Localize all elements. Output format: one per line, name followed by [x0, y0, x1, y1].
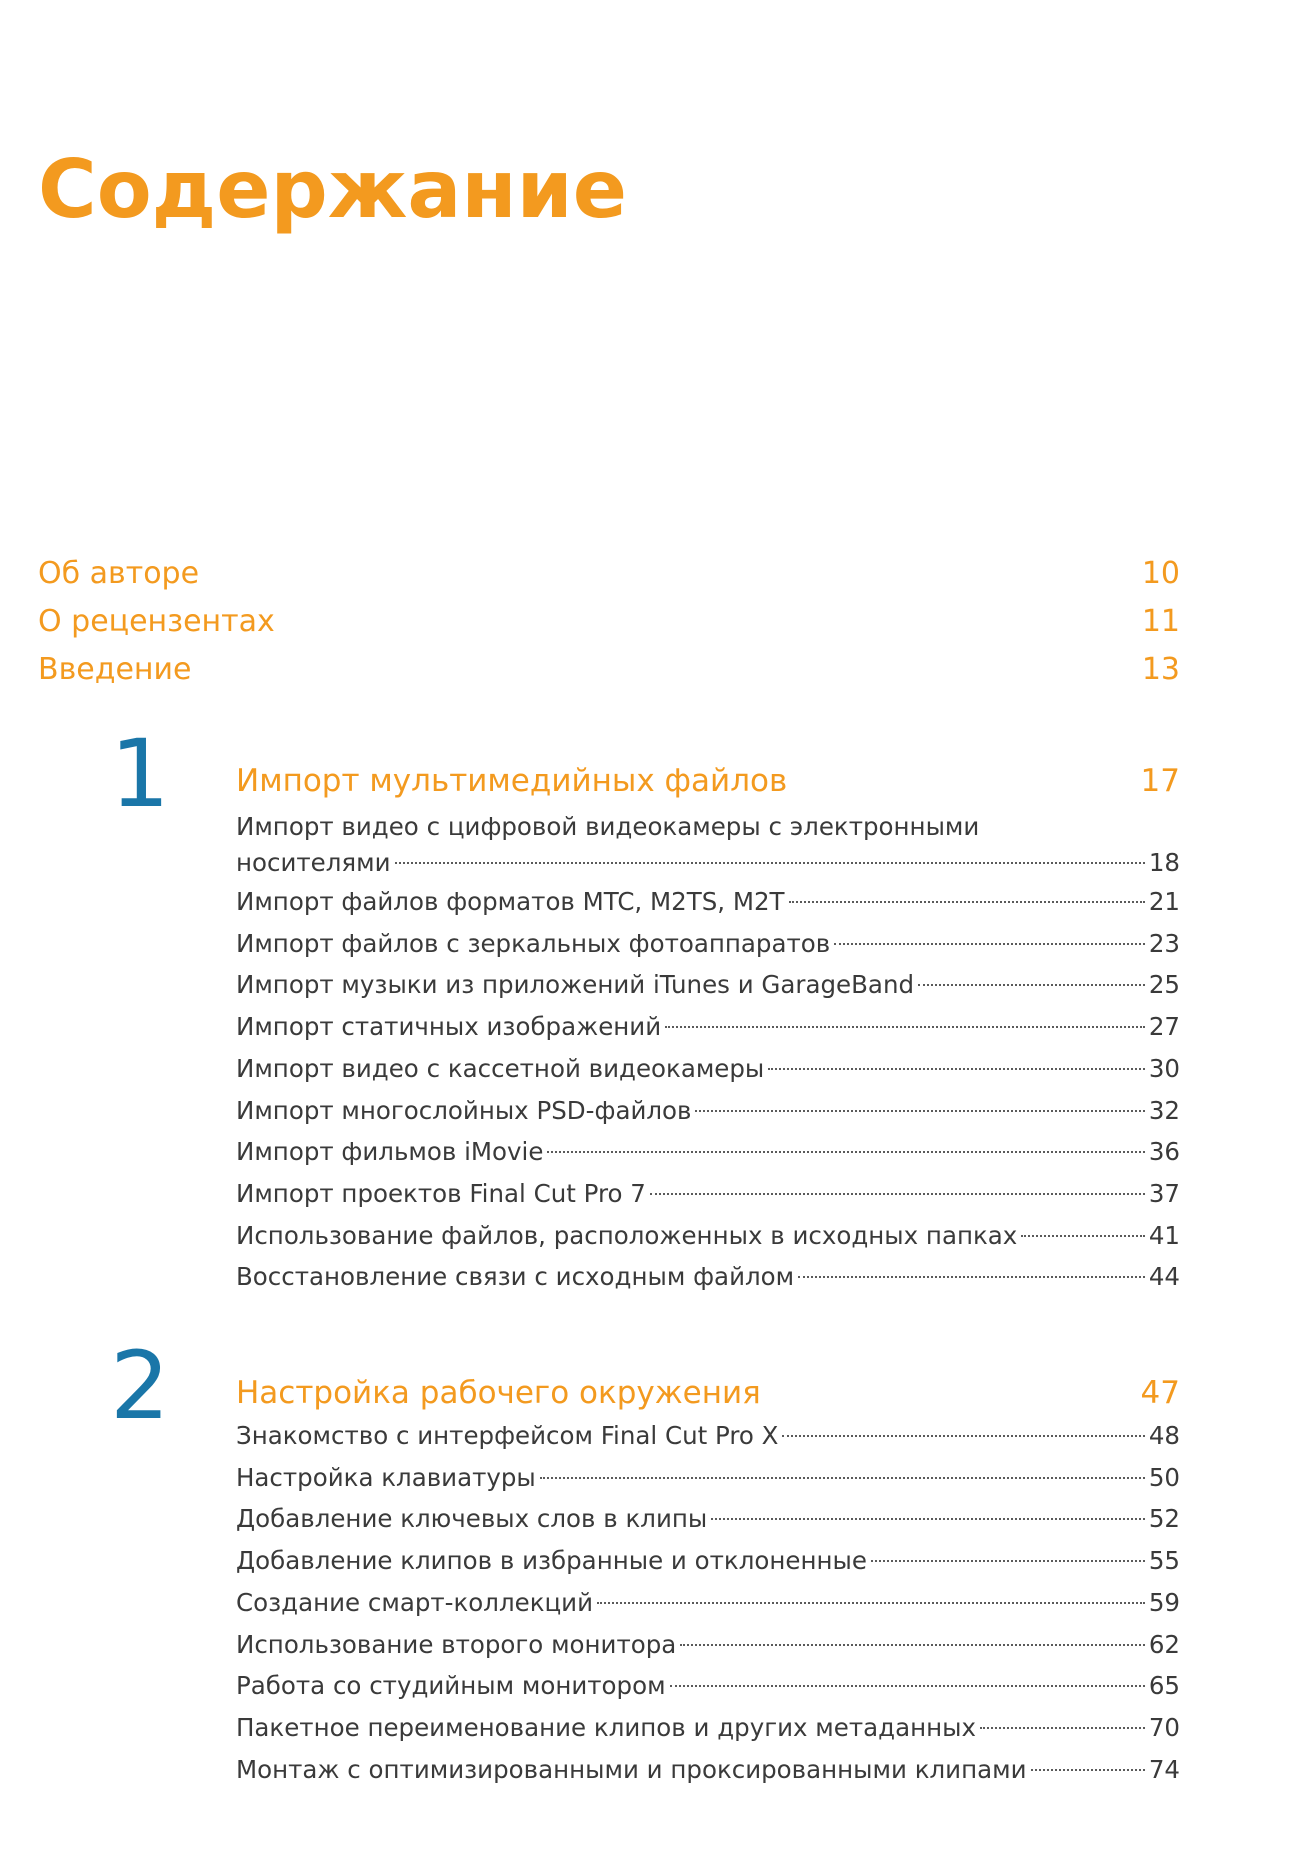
toc-entry[interactable]	[236, 1582, 1180, 1624]
toc-entry-page: 27	[1148, 1012, 1180, 1042]
front-matter-label: Об авторе	[38, 556, 200, 591]
toc-entry-page: 70	[1148, 1712, 1180, 1742]
front-matter-label: О рецензентах	[38, 604, 275, 639]
chapter-title: Импорт мультимедийных файлов	[236, 763, 788, 799]
toc-entry-page: 21	[1148, 887, 1180, 916]
dot-leader	[650, 1193, 1145, 1195]
dot-leader	[798, 1276, 1145, 1278]
toc-entry-page: 52	[1148, 1504, 1180, 1534]
toc-entry-page: 59	[1148, 1587, 1180, 1617]
dot-leader	[540, 1477, 1145, 1479]
front-matter-list	[38, 550, 1180, 694]
dot-leader	[768, 1068, 1145, 1070]
chapter-number: 1	[110, 720, 170, 829]
dot-leader	[597, 1602, 1145, 1604]
dot-leader	[547, 1151, 1144, 1153]
toc-entry-page: 55	[1148, 1546, 1180, 1576]
front-matter-item[interactable]	[38, 550, 1180, 598]
toc-entry-page: 36	[1148, 1137, 1180, 1167]
dot-leader	[1031, 1769, 1145, 1771]
toc-entry[interactable]	[236, 881, 1180, 923]
toc-entry[interactable]	[236, 1457, 1180, 1499]
toc-entry[interactable]	[236, 809, 1180, 881]
toc-entry-title-cont: носителями	[236, 848, 391, 877]
chapter-page: 17	[1140, 763, 1180, 799]
toc-entry[interactable]	[236, 964, 1180, 1006]
dot-leader	[395, 862, 1145, 864]
dot-leader	[834, 943, 1145, 945]
toc-entry[interactable]	[236, 1540, 1180, 1582]
dot-leader	[789, 901, 1145, 903]
dot-leader	[711, 1518, 1145, 1520]
toc-entry-title: Импорт видео с кассетной видеокамеры	[236, 1053, 765, 1083]
dot-leader	[871, 1560, 1145, 1562]
toc-entry-title: Пакетное переименование клипов и других метаданных	[236, 1712, 976, 1742]
toc-entry-title: Создание смарт-коллекций	[236, 1587, 594, 1617]
toc-entry-page: 25	[1148, 970, 1180, 1000]
toc-entry-title: Импорт многослойных PSD-файлов	[236, 1095, 692, 1125]
chapter-title: Настройка рабочего окружения	[236, 1375, 761, 1411]
toc-entry-page: 50	[1148, 1462, 1180, 1492]
front-matter-page: 11	[1141, 604, 1180, 639]
toc-entry-title: Добавление ключевых слов в клипы	[236, 1504, 708, 1534]
front-matter-page: 13	[1141, 652, 1180, 687]
toc-entry[interactable]	[236, 1048, 1180, 1090]
toc-entry-page: 37	[1148, 1178, 1180, 1208]
toc-entry-title: Настройка клавиатуры	[236, 1462, 536, 1492]
toc-entry-title: Импорт музыки из приложений iTunes и GarageBand	[236, 970, 915, 1000]
chapter-heading[interactable]	[236, 759, 1180, 803]
toc-entry[interactable]	[236, 1415, 1180, 1457]
dot-leader	[665, 1026, 1145, 1028]
toc-entry[interactable]	[236, 923, 1180, 965]
toc-entry-title: Импорт файлов форматов MTC, M2TS, M2T	[236, 887, 785, 916]
toc-entry-page: 41	[1148, 1220, 1180, 1250]
toc-entry-page: 18	[1148, 848, 1180, 877]
dot-leader	[680, 1644, 1145, 1646]
dot-leader	[670, 1685, 1145, 1687]
toc-entry[interactable]	[236, 1707, 1180, 1749]
chapter-page: 47	[1140, 1375, 1180, 1411]
front-matter-item[interactable]	[38, 646, 1180, 694]
toc-entry-page: 32	[1148, 1095, 1180, 1125]
toc-entry-page: 44	[1148, 1262, 1180, 1292]
toc-entry[interactable]	[236, 1131, 1180, 1173]
toc-entry[interactable]	[236, 1498, 1180, 1540]
toc-entry-title: Монтаж с оптимизированными и проксированными клипами	[236, 1754, 1027, 1784]
toc-entry-title: Использование второго монитора	[236, 1629, 677, 1659]
toc-entry-title: Добавление клипов в избранные и отклоненные	[236, 1546, 867, 1576]
front-matter-page: 10	[1141, 556, 1180, 591]
dot-leader	[1021, 1235, 1145, 1237]
toc-entry-page: 74	[1148, 1754, 1180, 1784]
chapter-sections	[236, 1415, 1180, 1790]
toc-entry-title: Использование файлов, расположенных в исходных папках	[236, 1220, 1018, 1250]
toc-entry-title: Восстановление связи с исходным файлом	[236, 1262, 795, 1292]
chapter-number: 2	[110, 1332, 170, 1441]
toc-entry-page: 48	[1148, 1421, 1180, 1450]
toc-entry-title: Импорт статичных изображений	[236, 1012, 662, 1042]
toc-entry[interactable]	[236, 1173, 1180, 1215]
toc-entry-title: Импорт фильмов iMovie	[236, 1137, 544, 1167]
toc-entry-title: Импорт проектов Final Cut Pro 7	[236, 1178, 646, 1208]
toc-entry[interactable]	[236, 1665, 1180, 1707]
toc-entry[interactable]	[236, 1006, 1180, 1048]
toc-entry-title: Работа со студийным монитором	[236, 1671, 666, 1701]
chapter-heading[interactable]	[236, 1371, 1180, 1415]
chapter-sections	[236, 809, 1180, 1298]
dot-leader	[782, 1435, 1144, 1437]
toc-entry-title: Импорт файлов с зеркальных фотоаппаратов	[236, 928, 831, 958]
toc-entry[interactable]	[236, 1624, 1180, 1666]
front-matter-item[interactable]	[38, 598, 1180, 646]
toc-entry[interactable]	[236, 1256, 1180, 1298]
toc-entry-page: 62	[1148, 1629, 1180, 1659]
toc-entry-page: 30	[1148, 1053, 1180, 1083]
page-title: Содержание	[38, 143, 627, 236]
toc-entry-title: Знакомство с интерфейсом Final Cut Pro X	[236, 1421, 779, 1450]
toc-entry[interactable]	[236, 1749, 1180, 1791]
dot-leader	[980, 1727, 1145, 1729]
toc-entry-title: Импорт видео с цифровой видеокамеры с электронными	[236, 812, 980, 841]
dot-leader	[695, 1110, 1144, 1112]
dot-leader	[918, 984, 1145, 986]
toc-entry-page: 23	[1148, 928, 1180, 958]
toc-entry-page: 65	[1148, 1671, 1180, 1701]
toc-entry[interactable]	[236, 1215, 1180, 1257]
front-matter-label: Введение	[38, 652, 192, 687]
toc-entry[interactable]	[236, 1090, 1180, 1132]
